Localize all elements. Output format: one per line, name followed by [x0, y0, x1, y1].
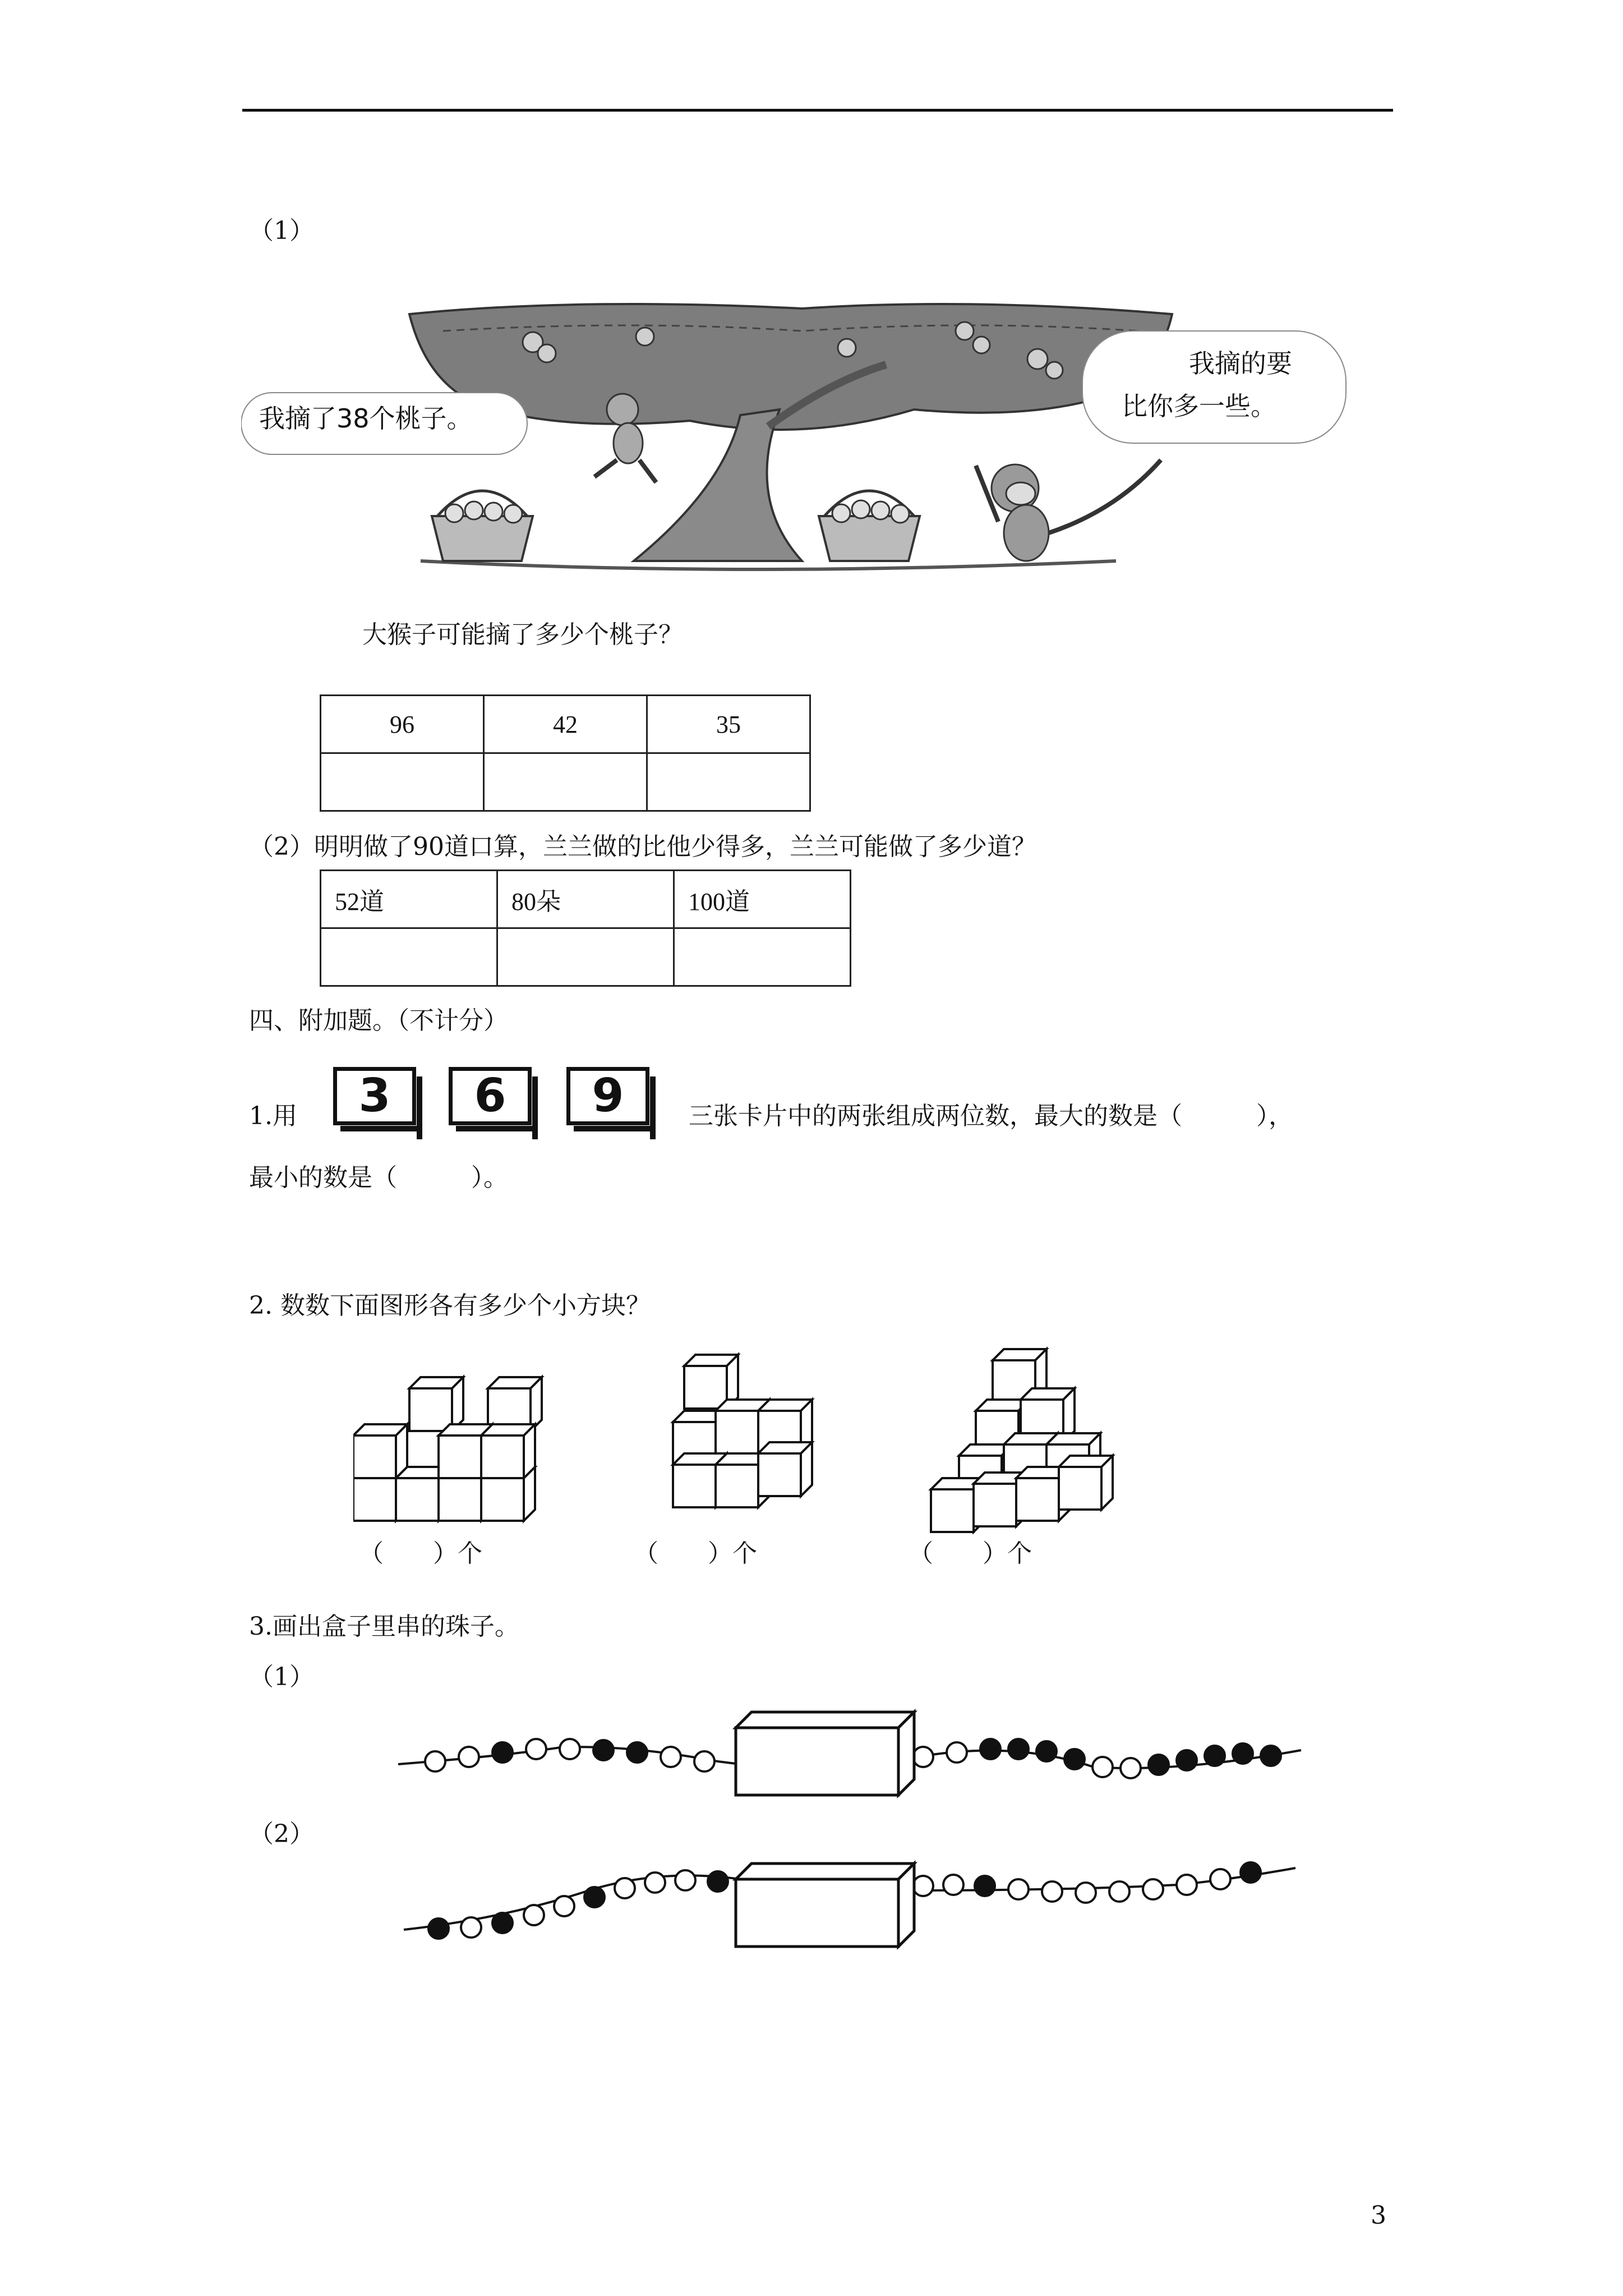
answer-cell[interactable] [647, 753, 810, 811]
q2-text: 2. 数数下面图形各有多少个小方块？ [249, 1291, 651, 1320]
cube-figure-2 [673, 1355, 812, 1507]
part1-label: （1） [249, 217, 314, 245]
answer-cell[interactable] [674, 928, 851, 986]
number-card: 6 [449, 1067, 532, 1125]
bead-string-1 [393, 1705, 1312, 1806]
answer-cell[interactable] [497, 928, 674, 986]
cube-figure-3 [931, 1349, 1113, 1532]
part1-question: 大猴子可能摘了多少个桃子？ [362, 620, 683, 649]
bubble-right-line2: 比你多一些。 [1122, 391, 1276, 421]
cube-figure-1 [353, 1377, 542, 1521]
q1-line2: 最小的数是（ ）。 [249, 1163, 508, 1192]
option-cell: 80朵 [497, 871, 674, 928]
q3-sub1: （1） [249, 1663, 314, 1691]
bubble-left-text: 我摘了38个桃子。 [259, 403, 473, 434]
part2-question: （2）明明做了90道口算，兰兰做的比他少得多，兰兰可能做了多少道？ [249, 832, 1036, 861]
option-cell: 100道 [674, 871, 851, 928]
part2-options-table [320, 869, 851, 987]
bead-string-2 [393, 1846, 1312, 1958]
page-number: 3 [1371, 2201, 1386, 2230]
option-cell: 35 [647, 696, 810, 753]
bubble-right-line1: 我摘的要 [1189, 348, 1292, 379]
cube-figures [353, 1343, 1166, 1534]
q2-answer-2[interactable]: （ ）个 [634, 1539, 757, 1568]
header-rule [242, 109, 1393, 112]
option-cell: 96 [321, 696, 484, 753]
q2-answer-1[interactable]: （ ）个 [359, 1539, 482, 1568]
q1-text: 三张卡片中的两张组成两位数，最大的数是（ ）， [689, 1102, 1293, 1130]
q3-text: 3.画出盒子里串的珠子。 [249, 1612, 519, 1641]
option-cell: 42 [484, 696, 647, 753]
q3-sub2: （2） [249, 1820, 314, 1848]
answer-cell[interactable] [321, 753, 484, 811]
number-card: 3 [333, 1067, 416, 1125]
answer-cell[interactable] [321, 928, 497, 986]
q1-prefix: 1.用 [249, 1102, 297, 1130]
part1-options-table [320, 694, 811, 812]
q2-answer-3[interactable]: （ ）个 [909, 1539, 1032, 1568]
option-cell: 52道 [321, 871, 497, 928]
section4-title: 四、附加题。（不计分） [249, 1006, 508, 1035]
number-card: 9 [566, 1067, 649, 1125]
peach-tree-illustration [241, 297, 1352, 589]
answer-cell[interactable] [484, 753, 647, 811]
